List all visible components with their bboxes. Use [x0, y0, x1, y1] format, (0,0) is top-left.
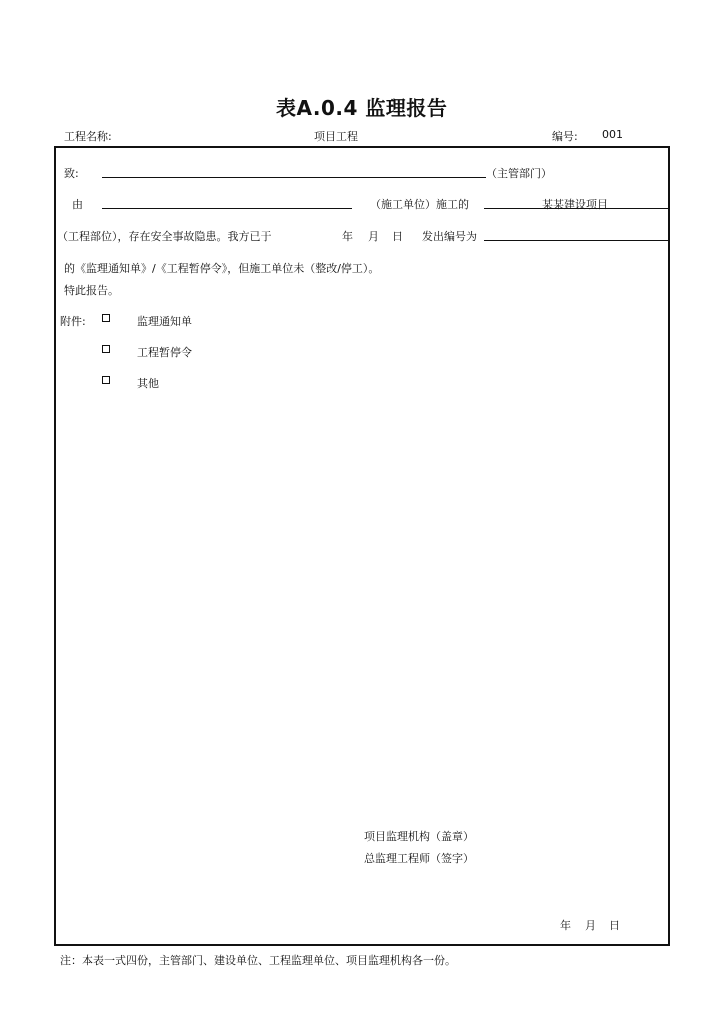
by-line: [102, 208, 352, 209]
number-value: 001: [602, 128, 623, 141]
chief-engineer-label: 总监理工程师（签字）: [364, 852, 474, 865]
attachment-suspension-label: 工程暂停令: [137, 346, 192, 359]
to-line: [102, 177, 486, 178]
sign-year-label: 年: [560, 919, 571, 932]
day-label: 日: [392, 230, 403, 243]
footnote: 注：本表一式四份，主管部门、建设单位、工程监理单位、项目监理机构各一份。: [60, 954, 456, 967]
sign-month-label: 月: [585, 919, 596, 932]
issue-no-label: 发出编号为: [422, 230, 477, 243]
attachment-other-label: 其他: [137, 377, 159, 390]
by-project: 某某建设项目: [542, 198, 608, 211]
project-name-label: 工程名称:: [64, 130, 112, 143]
by-suffix: （施工单位）施工的: [370, 198, 469, 211]
attachment-notice-label: 监理通知单: [137, 315, 192, 328]
attachment-checkbox-suspension[interactable]: [102, 345, 110, 353]
report-text: 特此报告。: [64, 284, 119, 297]
hazard-text: （工程部位），存在安全事故隐患。我方已于: [57, 230, 272, 243]
to-label: 致:: [64, 167, 79, 180]
page-title: 表A.0.4 监理报告: [276, 96, 448, 120]
project-name-value: 项目工程: [314, 130, 358, 143]
notice-text: 的《监理通知单》/《工程暂停令》，但施工单位未（整改/停工）。: [64, 262, 380, 275]
attachment-checkbox-notice[interactable]: [102, 314, 110, 322]
month-label: 月: [368, 230, 379, 243]
issue-no-line: [484, 240, 670, 241]
attachment-checkbox-other[interactable]: [102, 376, 110, 384]
to-suffix: （主管部门）: [486, 167, 552, 180]
org-seal-label: 项目监理机构（盖章）: [364, 830, 474, 843]
attachments-label: 附件:: [60, 315, 86, 328]
number-label: 编号:: [552, 130, 578, 143]
by-label: 由: [72, 198, 83, 211]
year-label: 年: [342, 230, 353, 243]
sign-day-label: 日: [609, 919, 620, 932]
